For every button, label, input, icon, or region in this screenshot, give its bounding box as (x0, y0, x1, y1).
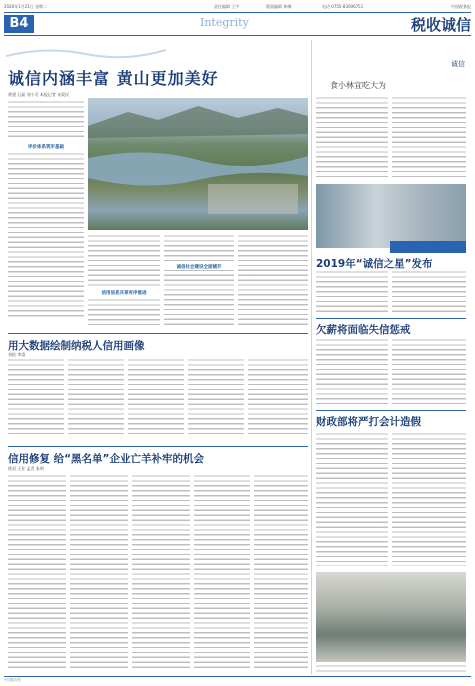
star-award-photo (316, 184, 466, 248)
section-title-cn: 税收诚信 (410, 16, 471, 34)
layout-editor: 版面编辑 黄琳 (266, 4, 292, 9)
river-illustration (88, 98, 308, 230)
page-header (4, 12, 471, 36)
lead-subhead-1: 评价体系筑牢基础 (28, 145, 64, 150)
audit-col-1 (316, 432, 388, 566)
page-number: B4 (4, 15, 34, 33)
bigdata-col-2 (68, 358, 124, 438)
star-2019-headline: 2019年“诚信之星”发布 (316, 258, 433, 270)
integrity-badge: 诚信 (451, 60, 465, 68)
phone: 电话 0755-83006751 (322, 4, 364, 9)
bigdata-col-3 (128, 358, 184, 438)
lead-text-col-2b (88, 298, 160, 328)
lead-text-col-1 (8, 100, 84, 140)
photo-caption (316, 664, 466, 672)
bigdata-headline: 用大数据绘制纳税人信用画像 (8, 340, 145, 352)
credit-col-3 (132, 474, 190, 670)
huangshan-city-photo (88, 98, 308, 230)
wage-col-1 (316, 338, 388, 404)
office-photo (316, 572, 466, 662)
section-title-en: Integrity (200, 16, 249, 29)
credit-repair-byline: 徐双 王亚 孟青 朱明 (8, 466, 44, 471)
bigdata-col-4 (188, 358, 244, 438)
editor: 责任编辑 王宇 (214, 4, 240, 9)
lead-text-col-4 (238, 234, 308, 328)
footer-text: 中国税务报 (4, 678, 21, 682)
bigdata-byline: 刘松 李睿 (8, 352, 26, 357)
credit-col-5 (254, 474, 308, 670)
poem-col-1 (316, 96, 388, 178)
audit-col-2 (392, 432, 466, 566)
sidebar-rule-1 (316, 318, 466, 319)
poem-col-2 (392, 96, 466, 178)
headline-decoration (6, 44, 166, 60)
lead-text-col-2 (88, 234, 160, 286)
bigdata-col-1 (8, 358, 64, 438)
image-banner (390, 241, 466, 253)
poem-title: 食小林宜吃大为 (330, 81, 386, 90)
issue-date: 2020年1月21日 星期二 (4, 4, 48, 9)
byline: 黄建 石磊 刘小可 本报记者 宋爱民 (8, 92, 70, 97)
column-divider (311, 40, 312, 674)
masthead-line (4, 2, 471, 12)
credit-col-4 (194, 474, 250, 670)
bigdata-col-5 (248, 358, 308, 438)
lead-subhead-3: 诚信社会建设全面铺开 (164, 264, 234, 270)
audit-fraud-headline: 财政部将严打会计造假 (316, 416, 421, 428)
lead-text-col-3 (164, 234, 234, 328)
wage-col-2 (392, 338, 466, 404)
lead-text-col-1b (8, 152, 84, 317)
section-rule (8, 333, 308, 334)
star-col-1 (316, 270, 388, 314)
credit-repair-headline: 信用修复 给“黑名单”企业亡羊补牢的机会 (8, 453, 204, 465)
credit-col-2 (70, 474, 128, 670)
sidebar-rule-2 (316, 410, 466, 411)
wage-arrears-headline: 欠薪将面临失信惩戒 (316, 324, 411, 336)
lead-subhead-2: 信用信息共享有序推进 (101, 291, 147, 296)
section-rule-2 (8, 446, 308, 447)
page-title: 诚信内涵丰富 黄山更加美好 (8, 69, 219, 88)
paper-name: 中国税务报 (451, 4, 471, 9)
star-col-2 (392, 270, 466, 314)
page-footer (4, 676, 471, 685)
credit-col-1 (8, 474, 66, 670)
